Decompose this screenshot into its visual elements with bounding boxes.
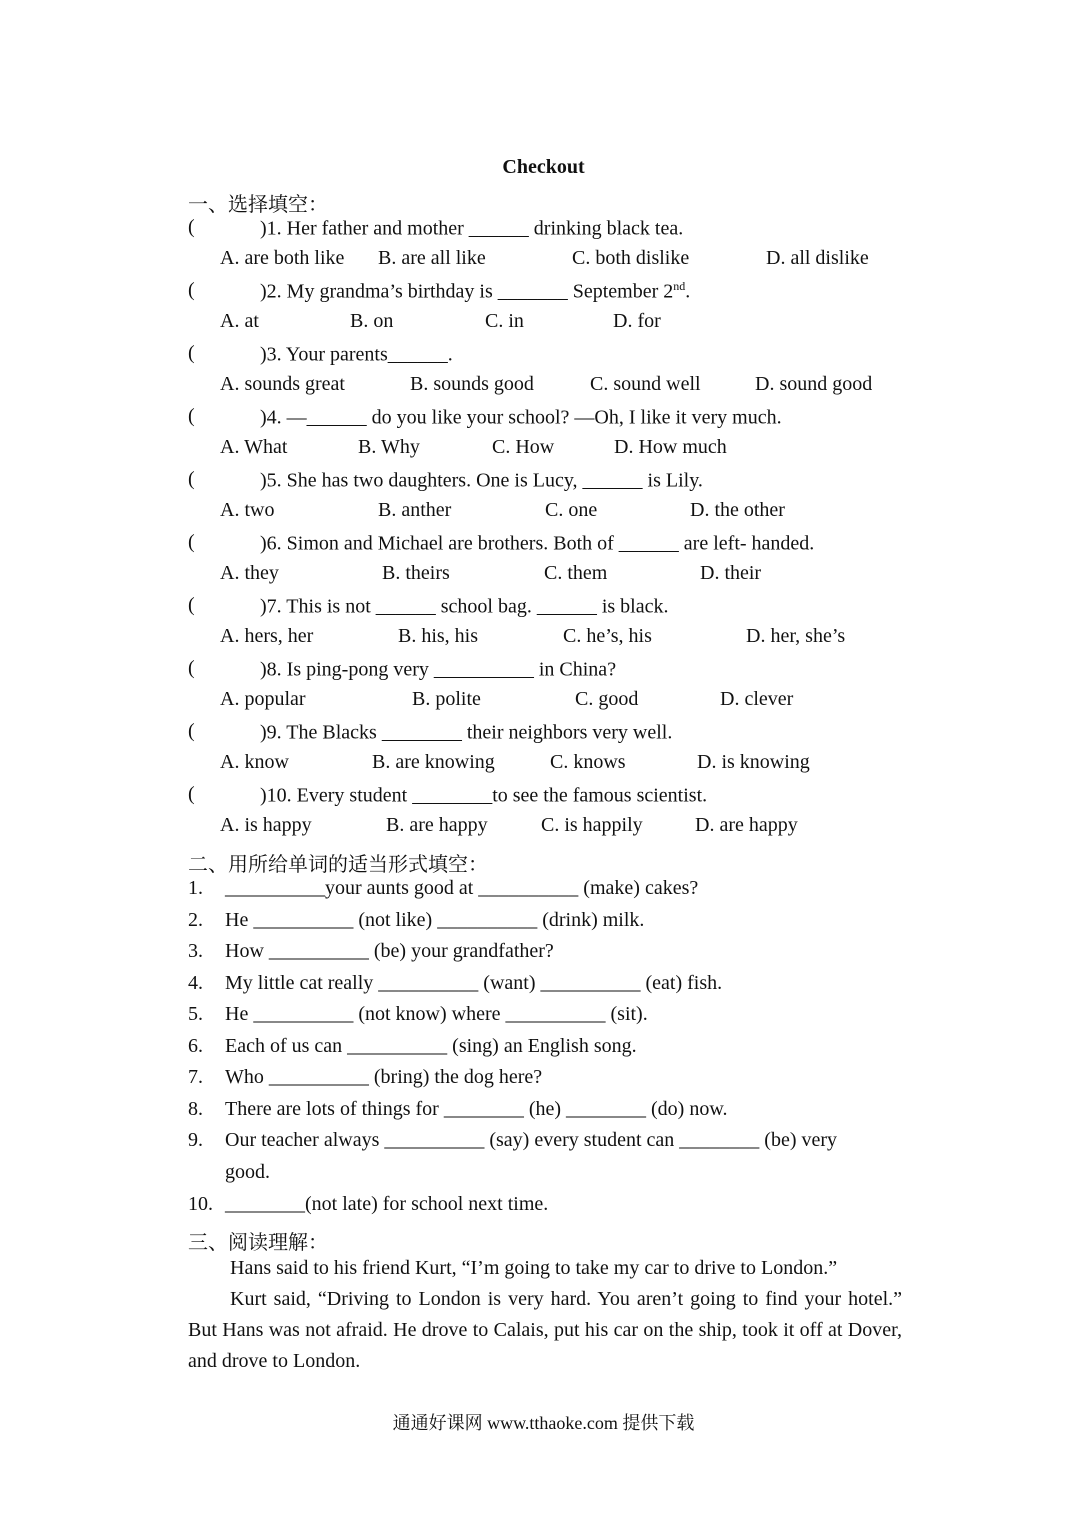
item-text: good.	[225, 1161, 270, 1183]
item-number: 10.	[188, 1193, 213, 1215]
answer-option: A. at	[220, 310, 259, 332]
answer-option: A. know	[220, 751, 289, 773]
answer-option: B. on	[350, 310, 394, 332]
answer-option: D. for	[613, 310, 661, 332]
answer-option: D. is knowing	[697, 751, 810, 773]
question-text: )3. Your parents______.	[260, 343, 453, 366]
item-text: He __________ (not like) __________ (drink) milk.	[225, 909, 645, 931]
item-number: 6.	[188, 1035, 203, 1057]
answer-option: C. one	[545, 499, 598, 521]
item-number: 7.	[188, 1066, 203, 1088]
question-text: )1. Her father and mother ______ drinking black tea.	[260, 217, 684, 240]
answer-option: C. is happily	[541, 814, 643, 836]
item-text: He __________ (not know) where __________ (sit).	[225, 1003, 648, 1025]
answer-option: D. all dislike	[766, 247, 869, 269]
answer-option: D. their	[700, 562, 762, 584]
item-number: 8.	[188, 1098, 203, 1120]
answer-option: B. are all like	[378, 247, 486, 269]
answer-bracket: (	[188, 720, 195, 742]
answer-option: D. her, she’s	[746, 625, 846, 647]
question-text: )10. Every student ________to see the famous scientist.	[260, 784, 708, 807]
answer-option: B. anther	[378, 499, 452, 521]
section-heading-fill-in: 二、用所给单词的适当形式填空：	[188, 854, 488, 876]
answer-bracket: (	[188, 279, 195, 301]
question-text: )5. She has two daughters. One is Lucy, ______ is Lily.	[260, 469, 703, 492]
answer-option: D. the other	[690, 499, 785, 521]
page-footer: 通通好课网 www.tthaoke.com 提供下载	[392, 1413, 695, 1433]
answer-option: B. Why	[358, 436, 420, 458]
item-text: ________(not late) for school next time.	[225, 1193, 549, 1215]
answer-option: C. knows	[550, 751, 626, 773]
answer-option: C. sound well	[590, 373, 701, 395]
answer-option: B. are knowing	[372, 751, 495, 773]
question-text: )9. The Blacks ________ their neighbors very well.	[260, 721, 673, 744]
item-text: __________your aunts good at __________ (make) cakes?	[225, 877, 699, 899]
section-heading-multiple-choice: 一、选择填空：	[188, 194, 328, 216]
item-number: 9.	[188, 1129, 203, 1151]
answer-option: A. they	[220, 562, 279, 584]
item-text: Our teacher always __________ (say) every student can ________ (be) very	[225, 1129, 838, 1151]
answer-option: C. he’s, his	[563, 625, 652, 647]
answer-option: A. are both like	[220, 247, 345, 269]
answer-option: A. two	[220, 499, 275, 521]
answer-bracket: (	[188, 657, 195, 679]
answer-option: C. good	[575, 688, 639, 710]
answer-option: A. sounds great	[220, 373, 345, 395]
answer-option: A. What	[220, 436, 288, 458]
answer-option: B. sounds good	[410, 373, 534, 395]
item-text: Who __________ (bring) the dog here?	[225, 1066, 543, 1088]
reading-passage	[188, 1253, 902, 1377]
item-number: 5.	[188, 1003, 203, 1025]
section-heading-reading: 三、阅读理解：	[188, 1232, 328, 1254]
question-text: )4. —______ do you like your school? —Oh, I like it very much.	[260, 406, 782, 429]
item-text: My little cat really __________ (want) __________ (eat) fish.	[225, 972, 723, 994]
answer-option: A. popular	[220, 688, 306, 710]
item-number: 1.	[188, 877, 203, 899]
answer-option: A. is happy	[220, 814, 312, 836]
answer-option: C. How	[492, 436, 555, 458]
reading-paragraph: Hans said to his friend Kurt, “I’m going to take my car to drive to London.”	[230, 1257, 838, 1279]
item-number: 3.	[188, 940, 203, 962]
answer-option: D. clever	[720, 688, 794, 710]
question-text: )8. Is ping-pong very __________ in China?	[260, 658, 617, 681]
answer-bracket: (	[188, 783, 195, 805]
question-text: )6. Simon and Michael are brothers. Both of ______ are left- handed.	[260, 532, 815, 555]
answer-option: C. in	[485, 310, 524, 332]
page-title: Checkout	[502, 156, 585, 178]
item-text: There are lots of things for ________ (he) ________ (do) now.	[225, 1098, 728, 1120]
item-text: How __________ (be) your grandfather?	[225, 940, 554, 962]
question-text: )2. My grandma’s birthday is _______ September 2nd.	[260, 279, 691, 303]
answer-option: B. polite	[412, 688, 481, 710]
answer-bracket: (	[188, 531, 195, 553]
answer-option: D. How much	[614, 436, 727, 458]
item-text: Each of us can __________ (sing) an English song.	[225, 1035, 637, 1057]
answer-bracket: (	[188, 342, 195, 364]
answer-option: B. theirs	[382, 562, 450, 584]
answer-option: C. both dislike	[572, 247, 690, 269]
answer-bracket: (	[188, 468, 195, 490]
answer-bracket: (	[188, 405, 195, 427]
answer-option: B. are happy	[386, 814, 488, 836]
item-number: 2.	[188, 909, 203, 931]
question-text: )7. This is not ______ school bag. ______ is black.	[260, 595, 669, 618]
answer-bracket: (	[188, 594, 195, 616]
answer-option: C. them	[544, 562, 608, 584]
answer-option: A. hers, her	[220, 625, 314, 647]
reading-paragraph: Kurt said, “Driving to London is very hard. You aren’t going to find your hotel.” But Hans was not afraid. He drove to Calais, put his car on the ship, took it off at Dover, and drove to London.	[188, 1288, 902, 1372]
answer-option: B. his, his	[398, 625, 479, 647]
answer-option: D. sound good	[755, 373, 873, 395]
answer-bracket: (	[188, 216, 195, 238]
item-number: 4.	[188, 972, 203, 994]
answer-option: D. are happy	[695, 814, 798, 836]
